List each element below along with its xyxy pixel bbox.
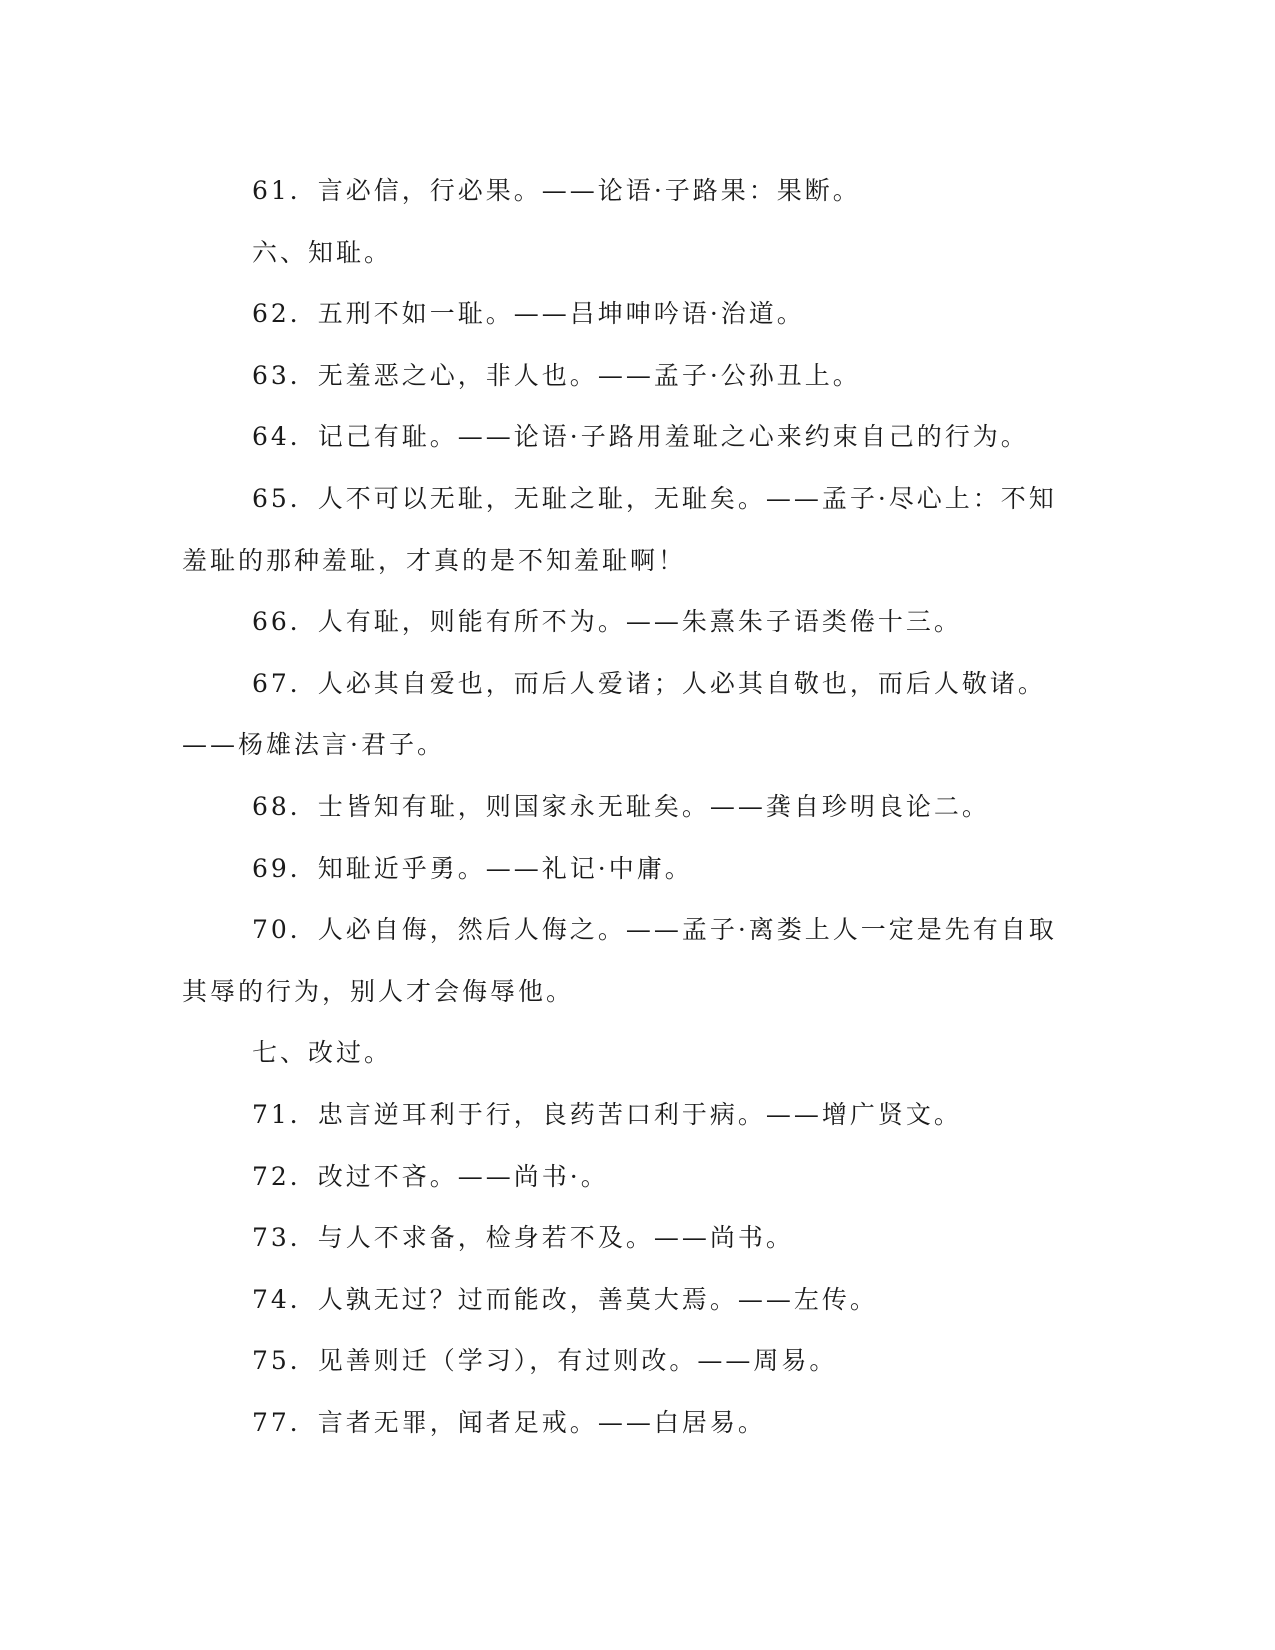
paragraph-63: 63．无羞恶之心，非人也。——孟子·公孙丑上。 — [252, 360, 861, 390]
paragraph-74: 74．人孰无过？过而能改，善莫大焉。——左传。 — [252, 1284, 878, 1314]
paragraph-68: 68．士皆知有耻，则国家永无耻矣。——龚自珍明良论二。 — [252, 791, 990, 821]
paragraph-71: 71．忠言逆耳利于行，良药苦口利于病。——增广贤文。 — [252, 1099, 962, 1129]
paragraph-66: 66．人有耻，则能有所不为。——朱熹朱子语类倦十三。 — [252, 607, 962, 637]
document-body — [182, 160, 1062, 1453]
paragraph-65: 65．人不可以无耻，无耻之耻，无耻矣。——孟子·尽心上：不知羞耻的那种羞耻，才真的是不知羞耻啊！ — [182, 483, 1057, 575]
paragraph-64: 64．记己有耻。——论语·子路用羞耻之心来约束自己的行为。 — [252, 422, 1029, 452]
paragraph-69: 69．知耻近乎勇。——礼记·中庸。 — [252, 853, 693, 883]
paragraph-70: 70．人必自侮，然后人侮之。——孟子·离娄上人一定是先有自取其辱的行为，别人才会侮辱他。 — [182, 915, 1057, 1006]
paragraph-67: 67．人必其自爱也，而后人爱诸；人必其自敬也，而后人敬诸。——杨雄法言·君子。 — [182, 668, 1046, 760]
section-heading-know-shame: 六、知耻。 — [252, 237, 393, 267]
paragraph-73: 73．与人不求备，检身若不及。——尚书。 — [252, 1223, 794, 1253]
section-heading-correct-faults: 七、改过。 — [252, 1038, 393, 1068]
paragraph-62: 62．五刑不如一耻。——吕坤呻吟语·治道。 — [252, 299, 805, 329]
paragraph-75: 75．见善则迁（学习），有过则改。——周易。 — [252, 1346, 838, 1376]
paragraph-61: 61．言必信，行必果。——论语·子路果：果断。 — [252, 176, 861, 205]
paragraph-77: 77．言者无罪，闻者足戒。——白居易。 — [252, 1407, 766, 1437]
paragraph-72: 72．改过不吝。——尚书·。 — [252, 1161, 609, 1191]
